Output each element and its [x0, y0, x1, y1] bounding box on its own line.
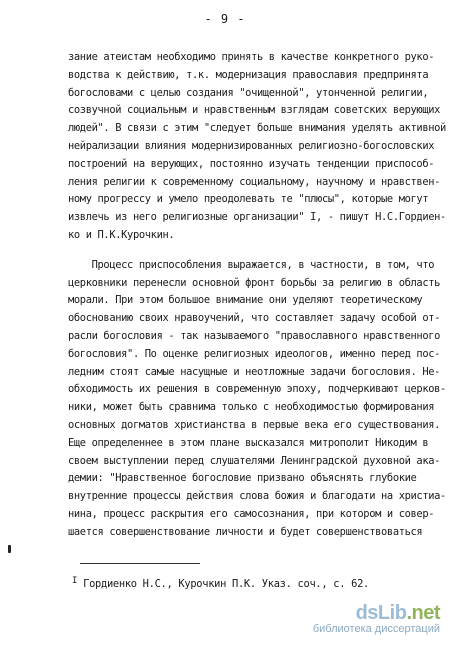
text-line: людей". В связи с этим "следует больше внимания уделять активной	[68, 122, 446, 135]
text-line: обходимость их решения в современную эпоху, подчеркивают церков-	[68, 383, 446, 396]
text-line: церковники перенесли основной фронт борьбы за религию в область	[68, 276, 441, 289]
text-line: построений на верующих, постоянно изучать тенденции приспособ-	[68, 157, 435, 170]
text-line: внутренние процессы действия слова божия и благодати на христиа-	[68, 490, 446, 503]
footnote-text: Гордиенко Н.С., Курочкин П.К. Указ. соч., с. 62.	[83, 578, 369, 590]
text-line: ники, может быть сравнима только с необходимостью формирования	[68, 401, 435, 414]
watermark-logo-name: dsLib	[355, 602, 407, 624]
body-text	[68, 49, 446, 542]
text-line: ному прогрессу и умело преодолевать те "плюсы", которые могут	[68, 193, 429, 206]
text-line: Процесс приспособления выражается, в частности, в том, что	[68, 258, 435, 271]
watermark-subtitle: библиотека диссертаций	[312, 623, 440, 635]
text-line: шается совершенствование личности и будет совершенствоваться	[68, 525, 423, 538]
footnote-marker: I	[72, 576, 78, 586]
text-line: нейрализации влияния модернизированных религиозно-богословских	[68, 139, 435, 152]
text-line: богословами с целью создания "очищенной", утонченной религии,	[68, 86, 429, 99]
text-line: ления религии к современному социальному, научному и нравствен-	[68, 175, 441, 188]
text-line: расли богословия - так называемого "православного нравственного	[68, 329, 441, 342]
footnote-rule	[80, 563, 200, 564]
text-line: демии: "Нравственное богословие призвано объяснять глубокие	[68, 472, 417, 485]
text-line: водства к действию, т.к. модернизация православия предпринята	[68, 68, 429, 81]
text-line: ко и П.К.Курочкин.	[68, 228, 175, 241]
text-line: основных догматов христианства в первые века его существования.	[68, 418, 441, 431]
watermark-logo[interactable]	[313, 602, 440, 625]
watermark-logo-tld: .net	[406, 602, 440, 624]
footnote	[72, 576, 412, 590]
margin-mark	[8, 545, 11, 553]
text-line: богословия". По оценке религиозных идеологов, именно перед пос-	[68, 347, 441, 360]
text-line: своем выступлении перед слушателями Ленинградской духовной ака-	[68, 454, 441, 467]
text-line: Еще определеннее в этом плане высказался митрополит Никодим в	[68, 436, 429, 449]
text-line: обоснованию своих нравоучений, что составляет задачу особой от-	[68, 312, 441, 325]
watermark[interactable]	[313, 602, 440, 635]
text-line: извлечь из него религиозные организации" I, - пишут Н.С.Гордиен-	[68, 211, 446, 224]
page-number: - 9 -	[204, 12, 246, 26]
text-line: созвучной социальным и нравственным взглядам советских верующих	[68, 104, 441, 117]
paragraph-gap	[68, 245, 434, 257]
text-line: морали. При этом большое внимание они уделяют теоретическому	[68, 294, 423, 307]
text-line: ледним стоят самые насущные и неотложные задачи богословия. Не-	[68, 365, 441, 378]
text-line: зание атеистам необходимо принять в качестве конкретного руко-	[68, 51, 435, 63]
text-line: нина, процесс раскрытия его самосознания, при котором и совер-	[68, 507, 435, 520]
